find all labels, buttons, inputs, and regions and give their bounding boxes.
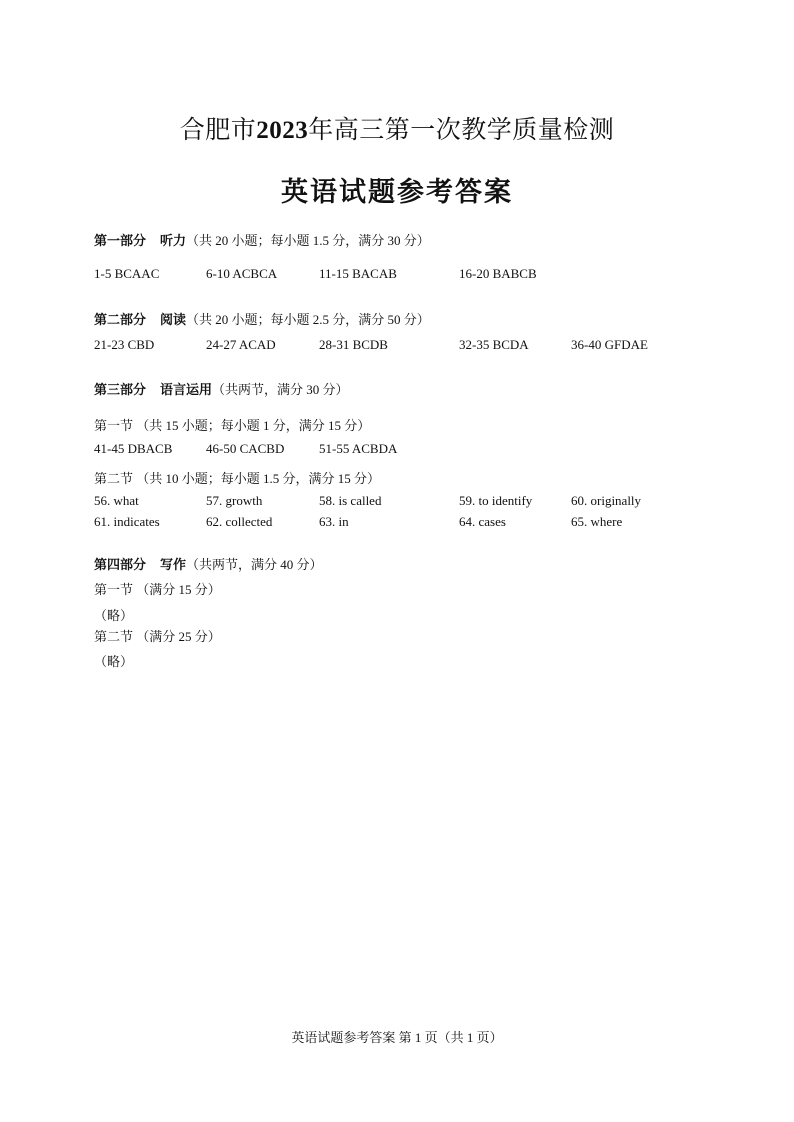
- answer-item: 62. collected: [206, 514, 273, 529]
- answer-group: 32-35 BCDA: [459, 337, 529, 352]
- answer-group: 6-10 ACBCA: [206, 266, 278, 281]
- answer-item: 56. what: [94, 493, 139, 508]
- part2-header: [94, 312, 430, 328]
- part1-topic: 听力: [160, 233, 187, 248]
- answer-item: 57. growth: [206, 493, 263, 508]
- part3-section1-answers: [94, 441, 714, 457]
- part4-section1-label: 第一节 （满分 15 分）: [94, 582, 221, 597]
- answer-item: 63. in: [319, 514, 349, 529]
- part4-section1-content: （略）: [94, 608, 134, 623]
- page-footer: 英语试题参考答案 第 1 页（共 1 页）: [291, 1030, 503, 1045]
- part3-topic: 语言运用: [160, 382, 213, 397]
- answer-item: 64. cases: [459, 514, 506, 529]
- answer-group: 11-15 BACAB: [319, 266, 397, 281]
- title-year: 2023: [256, 117, 309, 144]
- part1-answers: [94, 266, 714, 282]
- part1-name: 第一部分: [94, 233, 147, 248]
- answer-group: 24-27 ACAD: [206, 337, 276, 352]
- part2-name: 第二部分: [94, 312, 147, 327]
- part4-section2-content: （略）: [94, 654, 134, 669]
- answer-group: 16-20 BABCB: [459, 266, 537, 281]
- part1-note: （共 20 小题；每小题 1.5 分，满分 30 分）: [186, 233, 430, 248]
- part4-header: [94, 557, 323, 573]
- part3-header: [94, 382, 349, 398]
- answer-item: 59. to identify: [459, 493, 533, 508]
- answer-group: 28-31 BCDB: [319, 337, 388, 352]
- answer-item: 60. originally: [571, 493, 642, 508]
- answer-group: 41-45 DBACB: [94, 441, 173, 456]
- part2-answers: [94, 337, 714, 353]
- part4-name: 第四部分: [94, 557, 147, 572]
- part3-note: （共两节，满分 30 分）: [212, 382, 349, 397]
- page-subtitle: 英语试题参考答案: [281, 177, 513, 207]
- page-title: [0, 110, 794, 146]
- title-exam: 年高三第一次教学质量检测: [308, 117, 615, 144]
- answer-group: 51-55 ACBDA: [319, 441, 398, 456]
- part4-section2-label: 第二节 （满分 25 分）: [94, 629, 221, 644]
- answer-group: 46-50 CACBD: [206, 441, 285, 456]
- answer-group: 36-40 GFDAE: [571, 337, 648, 352]
- part3-section1-label: 第一节 （共 15 小题；每小题 1 分，满分 15 分）: [94, 418, 371, 433]
- answer-item: 61. indicates: [94, 514, 160, 529]
- part1-header: [94, 233, 430, 249]
- answer-item: 65. where: [571, 514, 623, 529]
- part3-section2-row2: [94, 514, 714, 530]
- part3-name: 第三部分: [94, 382, 147, 397]
- part3-section2-label: 第二节 （共 10 小题；每小题 1.5 分，满分 15 分）: [94, 471, 381, 486]
- part4-note: （共两节，满分 40 分）: [186, 557, 323, 572]
- part2-note: （共 20 小题；每小题 2.5 分，满分 50 分）: [186, 312, 430, 327]
- title-city: 合肥市: [179, 117, 257, 144]
- part2-topic: 阅读: [160, 312, 187, 327]
- answer-group: 21-23 CBD: [94, 337, 155, 352]
- answer-group: 1-5 BCAAC: [94, 266, 160, 281]
- part4-topic: 写作: [160, 557, 187, 572]
- answer-item: 58. is called: [319, 493, 382, 508]
- part3-section2-row1: [94, 493, 714, 509]
